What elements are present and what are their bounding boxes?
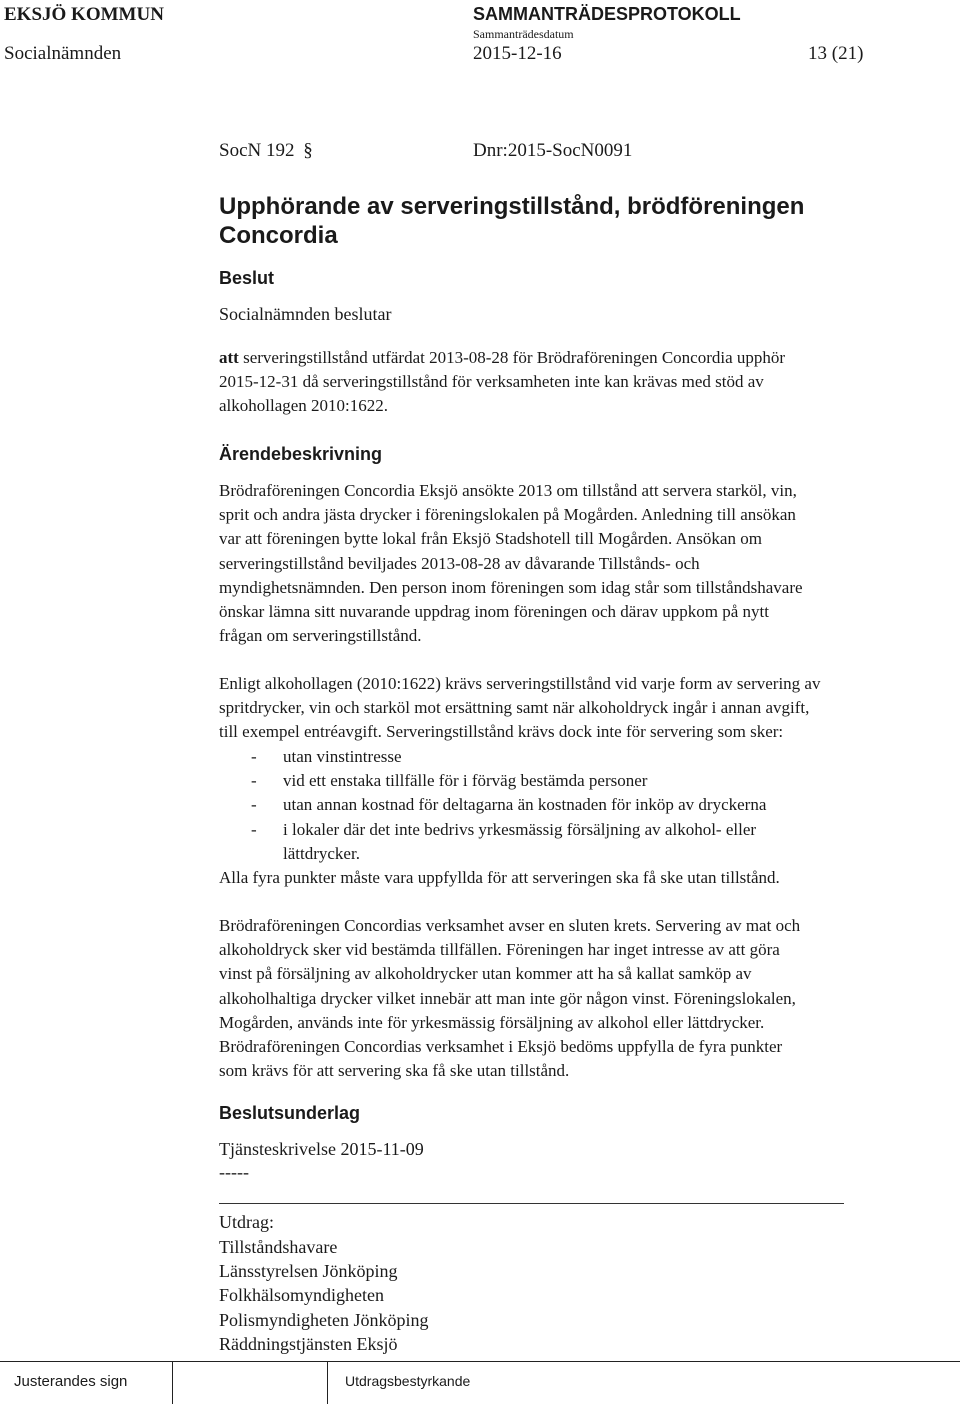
text-line: sprit och andra jästa drycker i föreningslokalen på Mogården. Anledning till ansökan [219,505,796,525]
beslut-intro: Socialnämnden beslutar [219,304,392,324]
divider-line [219,1203,844,1204]
text-line: frågan om serveringstillstånd. [219,626,422,646]
list-item-text: utan vinstintresse [283,747,402,766]
utdrag-label: Utdrag: [219,1212,274,1232]
list-item-line: i lokaler där det inte bedrivs yrkesmässig försäljning av alkohol- eller [283,819,757,839]
page-number: 13 (21) [808,43,864,64]
item-number [219,140,313,162]
text-line: Enligt alkohollagen (2010:1622) krävs serveringstillstånd vid varje form av servering av [219,674,821,693]
arende-paragraph-2 [219,672,941,745]
text-line: Mogården, används inte för yrkesmässig försäljning av alkohol eller lättdrycker. [219,1012,765,1032]
sign-label: Justerandes sign [14,1373,128,1390]
list-item [219,769,919,793]
underlag-document: Tjänsteskrivelse 2015-11-09 [219,1139,424,1159]
list-dash: - [251,747,257,766]
list-item-text [283,818,919,866]
list-item-text: vid ett enstaka tillfälle för i förväg bestämda personer [283,771,648,791]
list-item-text: utan annan kostnad för deltagarna än kostnaden för inköp av dryckerna [283,795,767,815]
meeting-date: 2015-12-16 [473,43,562,64]
page-title [219,192,804,250]
text-line: vinst på försäljning av alkoholdrycker utan kommer att ha så kallat samköp av [219,964,752,984]
text-line: Brödraföreningen Concordia Eksjö ansökte 2013 om tillstånd att servera starköl, vin, [219,481,797,500]
beslut-heading: Beslut [219,268,275,288]
list-item [219,818,919,866]
text-line: spritdrycker, vin och starköl mot ersättning samt när alkoholdryck ingår i annan avgift, [219,698,810,718]
after-list-text: Alla fyra punkter måste vara uppfyllda för att serveringen ska få ske utan tillstånd. [219,868,780,887]
text-line: var att föreningen bytte lokal från Eksjö Stadshotell till Mogården. Ansökan om [219,529,762,549]
list-item-line: lättdrycker. [283,843,360,863]
item-number-text: SocN 192 [219,140,295,161]
recipient: Folkhälsomyndigheten [219,1285,384,1306]
list-dash: - [251,819,257,839]
footer-rule [0,1361,960,1362]
beslut-line: 2015-12-31 då serveringstillstånd för verksamheten inte kan krävas med stöd av [219,372,764,392]
title-line: Concordia [219,222,338,249]
conditions-list [219,745,919,866]
text-line: alkoholdryck sker vid bestämda tillfällen. Föreningen har inget intresse av att göra [219,940,780,960]
text-line: Brödraföreningen Concordias verksamhet i Eksjö bedöms uppfylla de fyra punkter [219,1037,783,1057]
text-line: Brödraföreningen Concordias verksamhet avser en sluten krets. Servering av mat och [219,916,801,935]
diary-number: Dnr:2015-SocN0091 [473,140,633,161]
separator-dashes: ----- [219,1162,249,1182]
text-line: myndighetsnämnden. Den person inom föreningen som idag står som tillståndshavare [219,577,803,597]
text-line: alkoholhaltiga drycker vilket innebär att man inte gör någon vinst. Föreningslokalen, [219,988,796,1008]
recipient: Tillståndshavare [219,1237,338,1257]
list-dash: - [251,771,257,791]
beslut-line: alkohollagen 2010:1622. [219,396,389,416]
text-line: serveringstillstånd beviljades 2013-08-28 av dåvarande Tillstånds- och [219,553,700,573]
text-line: som krävs för att servering ska få ske utan tillstånd. [219,1061,570,1081]
beslut-line: serveringstillstånd utfärdat 2013-08-28 för Brödraföreningen Concordia upphör [238,348,786,367]
doc-type: SAMMANTRÄDESPROTOKOLL [473,4,741,24]
recipient-list [219,1235,429,1356]
att-word: att [219,348,239,367]
list-dash: - [251,795,257,815]
arende-paragraph-3 [219,914,941,1083]
title-line: Upphörande av serveringstillstånd, brödföreningen [219,193,805,220]
org-name: EKSJÖ KOMMUN [4,4,164,25]
section-symbol: § [303,140,313,161]
beslut-text [219,346,941,419]
text-line: önskar lämna sitt nuvarande uppdrag inom föreningen och därav uppkom på nytt [219,602,769,622]
recipient: Räddningstjänsten Eksjö [219,1333,398,1354]
text-line: till exempel entréavgift. Serveringstillstånd krävs dock inte för servering som sker: [219,722,784,742]
list-item [219,793,919,817]
recipient: Polismyndigheten Jönköping [219,1309,429,1330]
arende-paragraph-1 [219,479,941,648]
list-item [219,745,919,769]
recipient: Länsstyrelsen Jönköping [219,1261,398,1282]
extract-label: Utdragsbestyrkande [345,1373,471,1389]
arende-heading: Ärendebeskrivning [219,444,383,464]
date-label: Sammanträdesdatum [473,27,574,41]
committee-name: Socialnämnden [4,43,122,64]
beslutsunderlag-heading: Beslutsunderlag [219,1103,361,1123]
footer-divider [172,1361,173,1404]
footer-divider [327,1361,328,1404]
